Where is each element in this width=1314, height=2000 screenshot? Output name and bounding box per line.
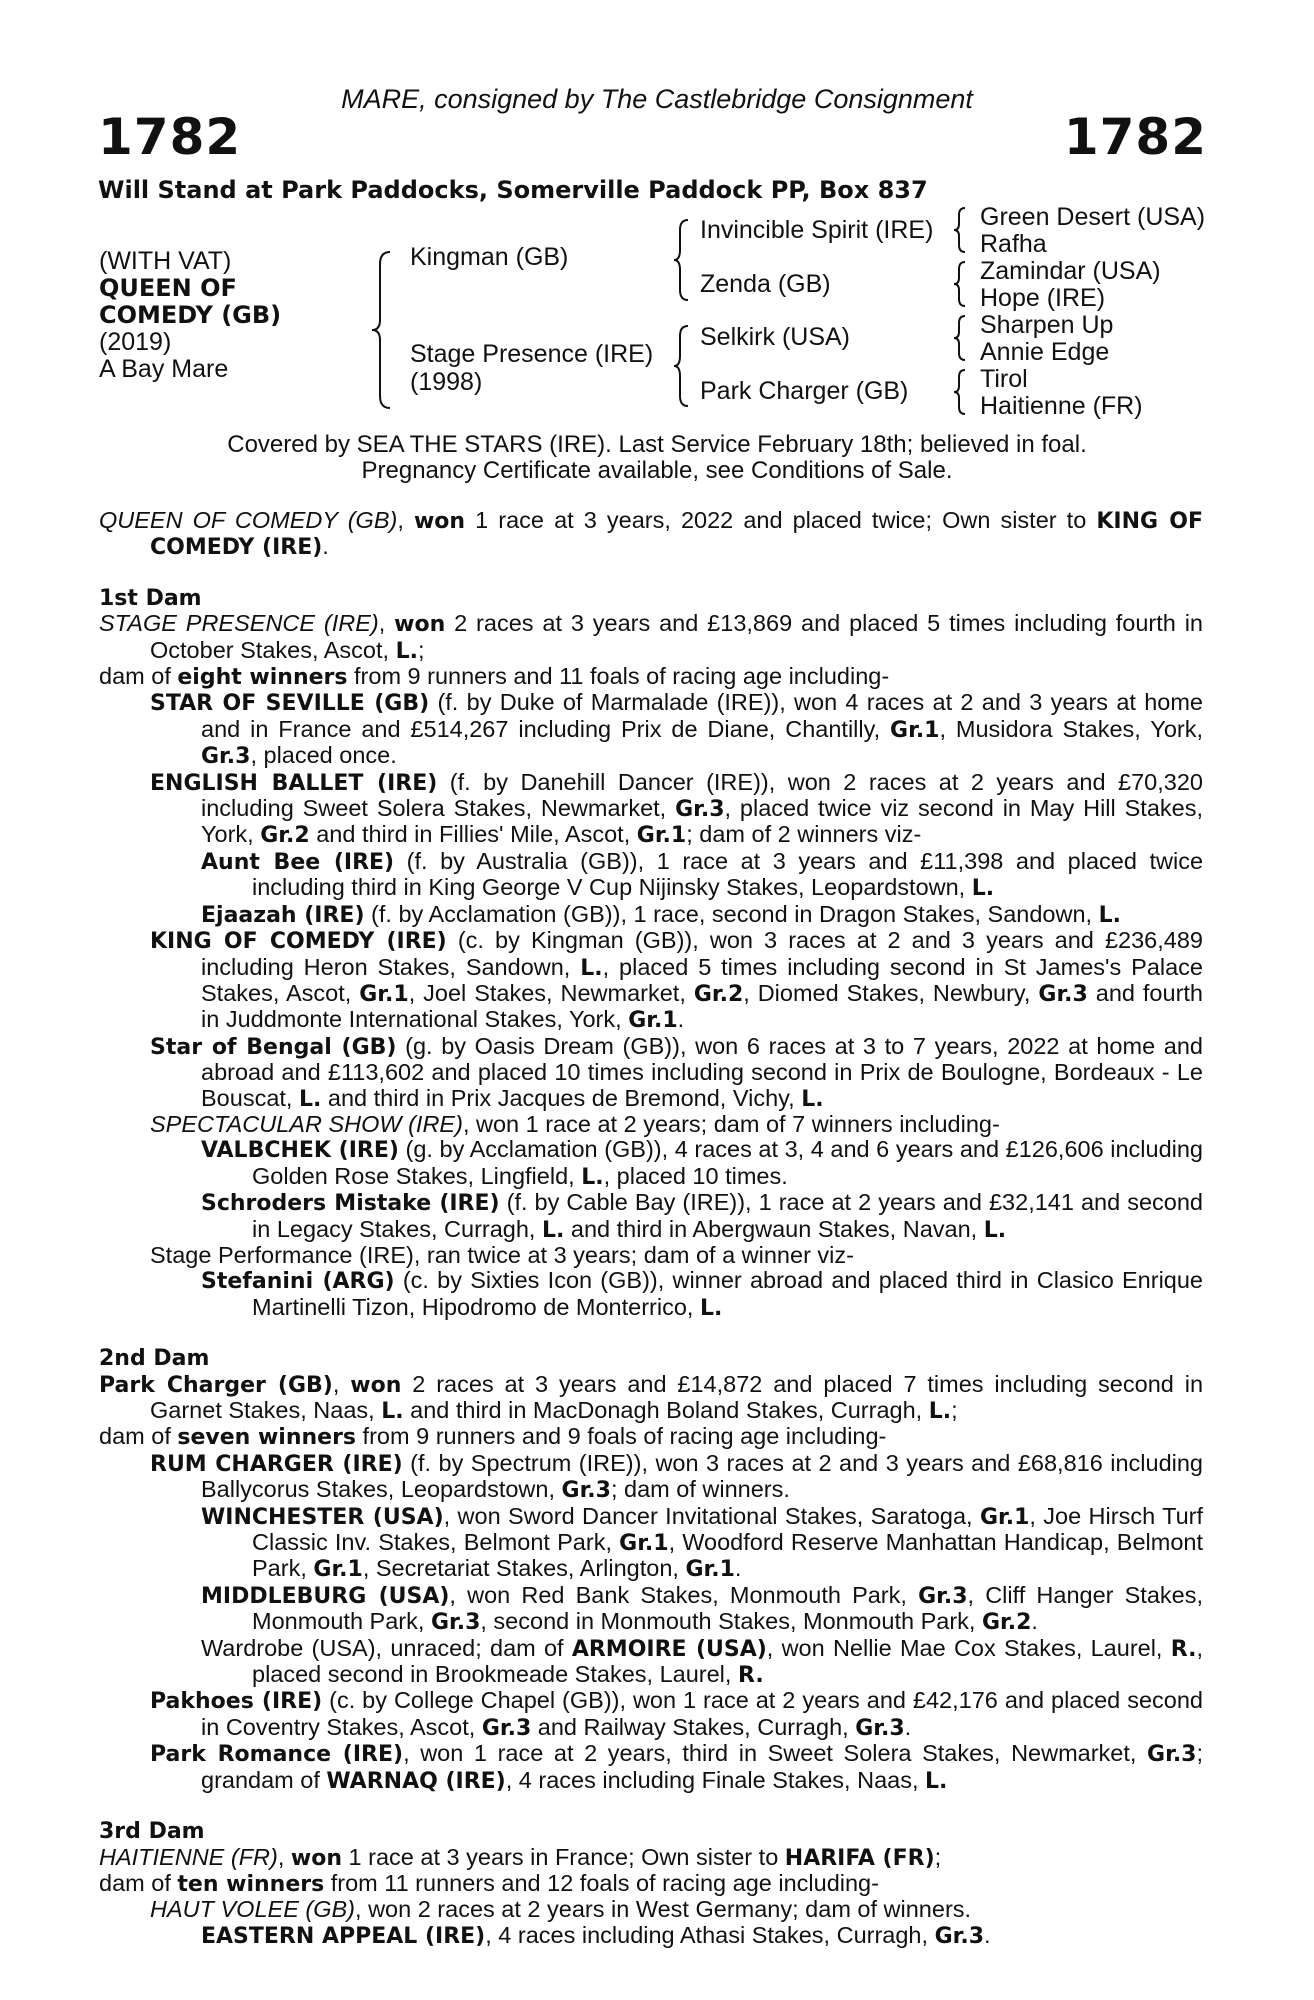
grade-label: Gr.3 bbox=[918, 1583, 968, 1609]
sire-dam-sire: Zamindar (USA) bbox=[980, 257, 1161, 285]
lot-number-left: 1782 bbox=[98, 108, 242, 166]
grade-label: R. bbox=[737, 1663, 764, 1689]
grade-label: L. bbox=[971, 876, 995, 902]
produce-name: ENGLISH BALLET (IRE) bbox=[150, 770, 438, 796]
record-text: . bbox=[984, 1921, 991, 1948]
grade-label: Gr.1 bbox=[979, 1504, 1030, 1530]
own-sister-name: HARIFA (FR) bbox=[784, 1845, 935, 1871]
record-text: , Woodford Reserve Manhattan Handicap, Belmont Park, bbox=[252, 1529, 1203, 1582]
record-text: , won Sword Dancer Invitational Stakes, Saratoga, bbox=[443, 1502, 980, 1529]
horse-name-line2: COMEDY (GB) bbox=[99, 301, 282, 329]
record-text: , won 1 race at 2 years, third in Sweet Solera Stakes, Newmarket, bbox=[403, 1740, 1148, 1767]
sire-dam: Zenda (GB) bbox=[700, 270, 831, 298]
dam-sire-sire: Sharpen Up bbox=[980, 311, 1114, 339]
sire: Kingman (GB) bbox=[410, 243, 569, 271]
grand-produce-entry bbox=[99, 1636, 1203, 1689]
second-dam-heading: 2nd Dam bbox=[99, 1346, 210, 1372]
horse-name-line1: QUEEN OF bbox=[99, 274, 237, 302]
first-dam-produce-summary bbox=[99, 664, 1203, 690]
record-text: and third in Prix Jacques de Bremond, Vichy, bbox=[321, 1084, 802, 1111]
grade-label: Gr.3 bbox=[201, 744, 251, 770]
record-text: , second in Monmouth Stakes, Monmouth Park, bbox=[480, 1608, 982, 1635]
record-text: and third in Fillies' Mile, Ascot, bbox=[309, 821, 637, 848]
third-dam-name: HAITIENNE (FR) bbox=[99, 1843, 278, 1870]
record-text: ; bbox=[951, 1397, 958, 1423]
sire-sire: Invincible Spirit (IRE) bbox=[700, 216, 934, 244]
lot-number-right: 1782 bbox=[1063, 108, 1207, 166]
produce-entry bbox=[99, 1741, 1203, 1794]
produce-name: WARNAQ (IRE) bbox=[326, 1768, 506, 1794]
record-text: (c. by Kingman (GB)), won 3 races at 2 and 3 years and £236,489 including Heron Stakes, Sandown, bbox=[201, 927, 1203, 980]
produce-name: STAR OF SEVILLE (GB) bbox=[150, 691, 430, 717]
produce-entry bbox=[99, 928, 1203, 1034]
record-text: , Cliff Hanger Stakes, Monmouth Park, bbox=[252, 1581, 1204, 1635]
produce-name: KING OF COMEDY (IRE) bbox=[150, 929, 447, 955]
grand-produce-entry bbox=[99, 1190, 1203, 1243]
grand-produce-entry bbox=[99, 1923, 1203, 1949]
produce-entry bbox=[99, 690, 1203, 769]
grade-label: Gr.1 bbox=[628, 1008, 678, 1034]
record-text: , 4 races including Athasi Stakes, Curragh, bbox=[485, 1921, 935, 1948]
covered-note bbox=[0, 432, 1314, 484]
produce-name: Pakhoes (IRE) bbox=[150, 1689, 323, 1715]
record-text: , placed 10 times. bbox=[603, 1162, 788, 1189]
record-text: , Joel Stakes, Newmarket, bbox=[408, 979, 694, 1006]
grade-label: L. bbox=[381, 1399, 404, 1424]
produce-name: Park Romance (IRE) bbox=[150, 1742, 404, 1768]
pedigree-table bbox=[0, 200, 1314, 430]
produce-entry bbox=[99, 1112, 1203, 1137]
record-text: , placed once. bbox=[250, 742, 397, 769]
grand-produce-entry bbox=[99, 1268, 1203, 1321]
grade-label: Gr.2 bbox=[260, 823, 310, 849]
brace-dam-parents bbox=[672, 324, 692, 408]
brace-gen3-d bbox=[952, 368, 968, 416]
grade-label: Gr.1 bbox=[685, 1557, 735, 1583]
brace-sire-parents bbox=[672, 218, 692, 302]
record-text: 2 races at 3 years and £13,869 and placed 5 times including fourth in October Stakes, Ascot, bbox=[150, 610, 1203, 663]
grade-label: L. bbox=[925, 1768, 948, 1794]
record-text: . bbox=[1031, 1608, 1038, 1635]
grade-label: Gr.1 bbox=[313, 1557, 363, 1583]
record-text: and third in Abergwaun Stakes, Navan, bbox=[564, 1215, 984, 1242]
record-text: (f. by Acclamation (GB)), 1 race, second in Dragon Stakes, Sandown, bbox=[364, 900, 1099, 927]
brace-generation1 bbox=[370, 250, 394, 410]
stand-location: Will Stand at Park Paddocks, Somerville Paddock PP, Box 837 bbox=[98, 176, 928, 204]
grade-label: Gr.1 bbox=[359, 981, 409, 1007]
record-text: , Musidora Stakes, York, bbox=[939, 715, 1203, 742]
sire-dam-dam: Hope (IRE) bbox=[980, 284, 1106, 312]
grade-label: Gr.3 bbox=[481, 1715, 532, 1741]
record-text: . bbox=[677, 1006, 685, 1033]
record-text: ; dam of winners. bbox=[610, 1476, 790, 1503]
record-text: from 11 runners and 12 foals of racing age including- bbox=[324, 1869, 879, 1896]
record-text: from 9 runners and 9 foals of racing age including- bbox=[356, 1423, 887, 1450]
record-text: Stage Performance (IRE), ran twice at 3 years; dam of a winner viz- bbox=[150, 1241, 854, 1268]
record-text: and third in MacDonagh Boland Stakes, Curragh, bbox=[403, 1397, 929, 1423]
grade-label: Gr.3 bbox=[561, 1478, 611, 1504]
dam-sire: Selkirk (USA) bbox=[700, 323, 851, 351]
intro-paragraph: QUEEN OF COMEDY (GB), won 1 race at 3 years, 2022 and placed twice; Own sister to KING OF COMEDY (IRE). bbox=[99, 507, 1203, 561]
grade-label: L. bbox=[928, 1399, 952, 1424]
record-text: dam of bbox=[99, 663, 178, 690]
own-sister-name: KING OF COMEDY (IRE) bbox=[150, 509, 1203, 561]
record-text: (c. by College Chapel (GB)), won 1 race at 2 years and £42,176 and placed second in Coventry Stakes, Ascot, bbox=[201, 1687, 1203, 1740]
winners-count: eight winners bbox=[177, 665, 348, 691]
record-text: Wardrobe (USA), unraced; dam of bbox=[201, 1634, 572, 1661]
grade-label: Gr.3 bbox=[934, 1923, 985, 1949]
record-text: ; grandam of bbox=[201, 1740, 1204, 1793]
record-text: , won 2 races at 2 years in West Germany; dam of winners. bbox=[355, 1896, 972, 1923]
produce-entry bbox=[99, 1897, 1203, 1922]
record-text: , won 1 race at 2 years; dam of 7 winners including- bbox=[462, 1110, 1000, 1137]
dam: Stage Presence (IRE) bbox=[410, 340, 654, 368]
horse-description: A Bay Mare bbox=[99, 355, 229, 383]
brace-gen3-a bbox=[952, 206, 968, 254]
record-text: , won Red Bank Stakes, Monmouth Park, bbox=[449, 1581, 919, 1608]
first-dam-record: STAGE PRESENCE (IRE), won 2 races at 3 years and £13,869 and placed 5 times including fourth in October Stakes, Ascot, L.; bbox=[99, 610, 1203, 664]
grade-label: L. bbox=[983, 1217, 1007, 1243]
grade-label: L. bbox=[699, 1295, 723, 1321]
won-label: won bbox=[413, 509, 466, 534]
grand-produce-entry bbox=[99, 1583, 1203, 1636]
winners-count: ten winners bbox=[177, 1871, 325, 1897]
horse-year: (2019) bbox=[99, 328, 172, 356]
record-text: from 9 runners and 11 foals of racing age including- bbox=[347, 663, 890, 690]
won-label: won bbox=[350, 1372, 402, 1398]
grade-label: L. bbox=[581, 1164, 604, 1190]
grade-label: L. bbox=[298, 1086, 322, 1112]
grade-label: Gr.2 bbox=[981, 1610, 1032, 1636]
record-text: (g. by Oasis Dream (GB)), won 6 races at 3 to 7 years, 2022 at home and abroad and £113,602 and placed 10 times including second in Prix de Boulogne, Bordeaux - Le Bouscat, bbox=[201, 1032, 1203, 1111]
produce-entry bbox=[99, 770, 1203, 849]
record-text: (f. by Spectrum (IRE)), won 3 races at 2 and 3 years and £68,816 including Ballycorus Stakes, Leopardstown, bbox=[201, 1449, 1203, 1503]
won-label: won bbox=[394, 612, 446, 638]
intro-end: . bbox=[322, 533, 329, 560]
grade-label: L. bbox=[1098, 902, 1121, 928]
produce-entry bbox=[99, 1688, 1203, 1741]
dam-sire-dam: Annie Edge bbox=[980, 338, 1110, 366]
produce-name: Ejaazah (IRE) bbox=[201, 902, 365, 928]
first-dam-name: STAGE PRESENCE (IRE) bbox=[99, 610, 379, 637]
record-text: , placed twice viz second in May Hill Stakes, York, bbox=[201, 795, 1203, 848]
produce-name: MIDDLEBURG (USA) bbox=[201, 1583, 450, 1609]
produce-name: Schroders Mistake (IRE) bbox=[201, 1191, 500, 1217]
dam-dam-dam: Haitienne (FR) bbox=[980, 392, 1143, 420]
sire-sire-sire: Green Desert (USA) bbox=[980, 203, 1206, 231]
sire-sire-dam: Rafha bbox=[980, 230, 1047, 258]
grand-produce-entry bbox=[99, 849, 1203, 902]
record-text: . bbox=[734, 1555, 742, 1582]
record-text: (g. by Acclamation (GB)), 4 races at 3, 4 and 6 years and £126,606 including Golden Rose Stakes, Lingfield, bbox=[252, 1136, 1203, 1189]
record-text: , Secretariat Stakes, Arlington, bbox=[362, 1555, 686, 1582]
grade-label: Gr.3 bbox=[1038, 981, 1088, 1007]
record-text: and Railway Stakes, Curragh, bbox=[531, 1713, 856, 1740]
produce-entry bbox=[99, 1243, 1203, 1268]
grand-produce-entry bbox=[99, 902, 1203, 928]
record-text: , won Nellie Mae Cox Stakes, Laurel, bbox=[766, 1634, 1171, 1661]
horse-name: QUEEN OF COMEDY (GB) bbox=[99, 507, 398, 533]
record-text: ; dam of 2 winners viz- bbox=[686, 821, 922, 848]
third-dam-heading: 3rd Dam bbox=[99, 1819, 205, 1845]
produce-name: HAUT VOLEE (GB) bbox=[150, 1896, 356, 1923]
second-dam-name: Park Charger (GB) bbox=[99, 1372, 333, 1398]
produce-name: RUM CHARGER (IRE) bbox=[150, 1451, 403, 1477]
grade-listed: L. bbox=[395, 638, 418, 664]
produce-name: EASTERN APPEAL (IRE) bbox=[201, 1923, 486, 1949]
produce-name: ARMOIRE (USA) bbox=[571, 1636, 767, 1662]
produce-name: VALBCHEK (IRE) bbox=[201, 1138, 399, 1164]
grade-label: Gr.3 bbox=[855, 1715, 905, 1741]
record-text: (f. by Duke of Marmalade (IRE)), won 4 races at 2 and 3 years at home and in France and £514,267 including Prix de Diane, Chantilly, bbox=[201, 689, 1204, 742]
record-text: (f. by Cable Bay (IRE)), 1 race at 2 years and £32,141 and second in Legacy Stakes, Curragh, bbox=[252, 1189, 1204, 1242]
grade-label: L. bbox=[580, 955, 603, 981]
produce-entry bbox=[99, 1034, 1203, 1112]
winners-count: seven winners bbox=[177, 1425, 357, 1451]
record-text: (f. by Australia (GB)), 1 race at 3 years and £11,398 and placed twice including third in King George V Cup Nijinsky Stakes, Leopardstown, bbox=[252, 847, 1204, 901]
catalogue-body bbox=[99, 508, 1203, 1949]
produce-entry bbox=[99, 1451, 1203, 1504]
dam-dam-sire: Tirol bbox=[980, 365, 1028, 393]
won-label: won bbox=[290, 1845, 343, 1871]
record-text: , Diomed Stakes, Newbury, bbox=[743, 979, 1039, 1006]
record-text: and fourth in Juddmonte International Stakes, York, bbox=[201, 979, 1203, 1033]
vat-note: (WITH VAT) bbox=[99, 247, 232, 275]
record-text: 2 races at 3 years and £14,872 and placed 7 times including second in Garnet Stakes, Naas, bbox=[150, 1370, 1204, 1423]
brace-gen3-b bbox=[952, 260, 968, 308]
grand-produce-entry bbox=[99, 1137, 1203, 1190]
record-text: (c. by Sixties Icon (GB)), winner abroad and placed third in Clasico Enrique Martinelli Tizon, Hipodromo de Monterrico, bbox=[252, 1267, 1204, 1320]
record-text: 1 race at 3 years in France; Own sister to bbox=[342, 1843, 785, 1870]
consignment-line: MARE, consigned by The Castlebridge Consignment bbox=[341, 84, 973, 114]
grade-label: Gr.1 bbox=[619, 1531, 669, 1557]
grade-label: Gr.3 bbox=[1147, 1742, 1197, 1768]
third-dam-record: HAITIENNE (FR), won 1 race at 3 years in France; Own sister to HARIFA (FR); bbox=[99, 1843, 942, 1871]
produce-name: WINCHESTER (USA) bbox=[201, 1504, 444, 1530]
record-text: dam of bbox=[99, 1869, 178, 1896]
grade-label: L. bbox=[801, 1086, 824, 1112]
dam-dam: Park Charger (GB) bbox=[700, 377, 909, 405]
produce-name: Stefanini (ARG) bbox=[201, 1269, 395, 1295]
record-text: , Joe Hirsch Turf Classic Inv. Stakes, Belmont Park, bbox=[252, 1502, 1204, 1556]
record-text: ; bbox=[417, 636, 425, 663]
second-dam-record: Park Charger (GB), won 2 races at 3 years and £14,872 and placed 7 times including second in Garnet Stakes, Naas, L. and third in MacDonagh Boland Stakes, Curragh, L.; bbox=[99, 1370, 1204, 1424]
dam-year: (1998) bbox=[410, 368, 483, 396]
record-text: , placed second in Brookmeade Stakes, Laurel, bbox=[252, 1634, 1203, 1688]
grade-label: Gr.2 bbox=[693, 981, 744, 1007]
grade-label: Gr.1 bbox=[636, 823, 687, 849]
produce-name: Star of Bengal (GB) bbox=[150, 1034, 397, 1060]
brace-gen3-c bbox=[952, 314, 968, 362]
grade-label: Gr.3 bbox=[430, 1610, 481, 1636]
produce-name: Aunt Bee (IRE) bbox=[201, 849, 395, 875]
produce-name: SPECTACULAR SHOW (IRE) bbox=[150, 1110, 463, 1137]
record-text: . bbox=[904, 1713, 912, 1740]
record-text: , placed 5 times including second in St James's Palace Stakes, Ascot, bbox=[201, 953, 1203, 1006]
grand-produce-entry bbox=[99, 1504, 1203, 1583]
covered-line1: Covered by SEA THE STARS (IRE). Last Service February 18th; believed in foal. bbox=[227, 431, 1087, 458]
record-text: (f. by Danehill Dancer (IRE)), won 2 races at 2 years and £70,320 including Sweet Solera Stakes, Newmarket, bbox=[201, 768, 1203, 822]
grade-label: Gr.3 bbox=[675, 797, 725, 823]
grade-label: L. bbox=[542, 1217, 565, 1243]
second-dam-produce-summary bbox=[99, 1424, 1203, 1450]
first-dam-heading: 1st Dam bbox=[99, 585, 202, 611]
grade-label: Gr.1 bbox=[890, 717, 940, 743]
record-text: ; bbox=[934, 1843, 942, 1870]
intro-text: 1 race at 3 years, 2022 and placed twice; Own sister to bbox=[465, 507, 1097, 533]
covered-line2: Pregnancy Certificate available, see Conditions of Sale. bbox=[361, 457, 953, 484]
record-text: dam of bbox=[99, 1423, 178, 1450]
record-text: , 4 races including Finale Stakes, Naas, bbox=[505, 1766, 926, 1793]
third-dam-produce-summary bbox=[99, 1871, 1203, 1897]
grade-label: R. bbox=[1170, 1636, 1197, 1662]
